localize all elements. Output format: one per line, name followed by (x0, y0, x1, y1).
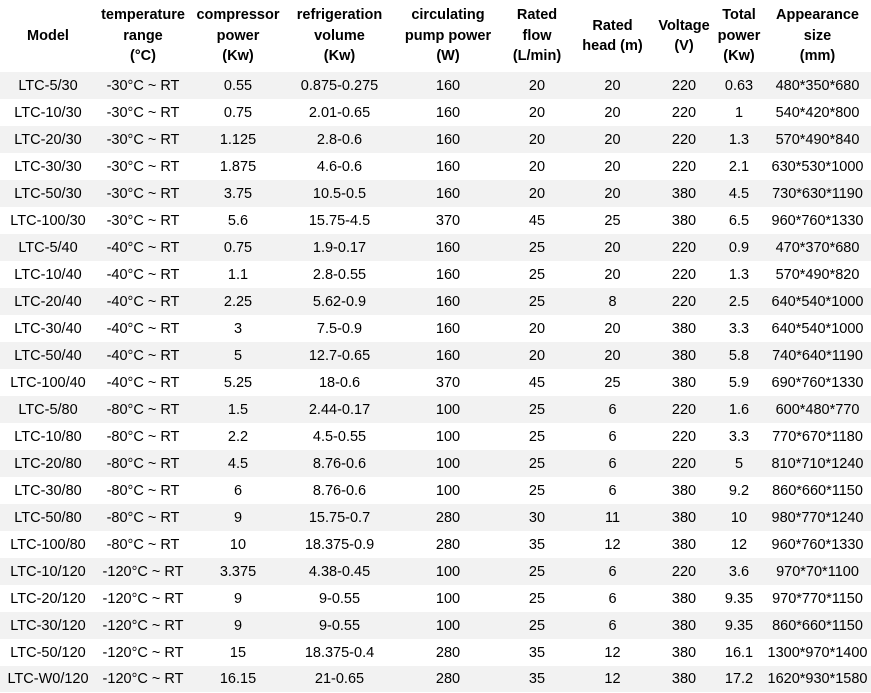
pump-power-cell: 160 (393, 153, 503, 180)
appearance-size-cell: 570*490*840 (764, 126, 871, 153)
appearance-size-cell: 730*630*1190 (764, 180, 871, 207)
appearance-size-cell: 1300*970*1400 (764, 639, 871, 666)
model-cell: LTC-30/80 (0, 477, 96, 504)
total-power-cell: 3.3 (714, 315, 764, 342)
temperature-range-cell: -80°C ~ RT (96, 423, 190, 450)
appearance-size-cell: 630*530*1000 (764, 153, 871, 180)
refrigeration-volume-cell: 8.76-0.6 (286, 477, 393, 504)
total-power-cell: 1.6 (714, 396, 764, 423)
temperature-range-cell: -80°C ~ RT (96, 504, 190, 531)
total-power-cell: 3.6 (714, 558, 764, 585)
refrigeration-volume-cell: 9-0.55 (286, 585, 393, 612)
total-power-cell: 9.35 (714, 585, 764, 612)
compressor-power-cell: 4.5 (190, 450, 286, 477)
pump-power-cell: 100 (393, 585, 503, 612)
table-row (0, 234, 871, 261)
temperature-range-cell: -120°C ~ RT (96, 558, 190, 585)
model-header (0, 0, 96, 72)
model-cell: LTC-5/80 (0, 396, 96, 423)
rated-flow-cell: 45 (503, 207, 571, 234)
compressor-power-cell: 0.55 (190, 72, 286, 99)
model-cell: LTC-50/30 (0, 180, 96, 207)
model-cell: LTC-10/120 (0, 558, 96, 585)
total-power-cell: 5 (714, 450, 764, 477)
rated-flow-cell: 25 (503, 558, 571, 585)
header-line: (W) (436, 48, 460, 65)
table-row (0, 342, 871, 369)
compressor-power-cell: 2.25 (190, 288, 286, 315)
appearance-size-cell: 690*760*1330 (764, 369, 871, 396)
refrigeration-volume-cell: 21-0.65 (286, 666, 393, 692)
header-line: head (m) (582, 38, 643, 54)
rated-flow-cell: 20 (503, 342, 571, 369)
header-line: power (216, 27, 260, 44)
appearance-size-cell: 480*350*680 (764, 72, 871, 99)
rated-flow-cell: 35 (503, 531, 571, 558)
rated-flow-cell: 25 (503, 288, 571, 315)
refrigeration-volume-cell: 12.7-0.65 (286, 342, 393, 369)
refrigeration-volume-cell: 18.375-0.9 (286, 531, 393, 558)
header-line: temperature (101, 7, 185, 24)
compressor-power-header (190, 0, 286, 72)
temperature-range-cell: -40°C ~ RT (96, 234, 190, 261)
pump-power-cell: 160 (393, 99, 503, 126)
model-cell: LTC-30/40 (0, 315, 96, 342)
refrigeration-volume-cell: 18.375-0.4 (286, 639, 393, 666)
refrigeration-volume-cell: 5.62-0.9 (286, 288, 393, 315)
rated-flow-cell: 25 (503, 477, 571, 504)
total-power-header (714, 0, 764, 72)
model-cell: LTC-50/40 (0, 342, 96, 369)
compressor-power-cell: 5 (190, 342, 286, 369)
table-row (0, 126, 871, 153)
header-line: Total (722, 7, 756, 24)
refrigeration-volume-cell: 2.8-0.6 (286, 126, 393, 153)
refrigeration-volume-header (286, 0, 393, 72)
model-cell: LTC-30/120 (0, 612, 96, 639)
refrigeration-volume-cell: 10.5-0.5 (286, 180, 393, 207)
header-line: Model (27, 27, 69, 44)
table-header (0, 0, 871, 72)
table-row (0, 207, 871, 234)
table-row (0, 315, 871, 342)
temperature-range-cell: -40°C ~ RT (96, 261, 190, 288)
table-row (0, 72, 871, 99)
pump-power-cell: 100 (393, 396, 503, 423)
rated-head-cell: 20 (571, 180, 654, 207)
header-line: pump power (404, 27, 492, 44)
compressor-power-cell: 10 (190, 531, 286, 558)
voltage-cell: 380 (654, 639, 714, 666)
temperature-range-cell: -30°C ~ RT (96, 99, 190, 126)
appearance-size-cell: 470*370*680 (764, 234, 871, 261)
rated-head-cell: 6 (571, 450, 654, 477)
pump-power-cell: 160 (393, 342, 503, 369)
rated-flow-cell: 25 (503, 450, 571, 477)
rated-head-cell: 12 (571, 666, 654, 692)
rated-head-cell: 12 (571, 531, 654, 558)
compressor-power-cell: 1.5 (190, 396, 286, 423)
temperature-range-cell: -40°C ~ RT (96, 342, 190, 369)
compressor-power-cell: 5.6 (190, 207, 286, 234)
appearance-size-cell: 640*540*1000 (764, 315, 871, 342)
voltage-cell: 220 (654, 126, 714, 153)
header-line: range (123, 27, 163, 44)
rated-head-cell: 6 (571, 612, 654, 639)
total-power-cell: 4.5 (714, 180, 764, 207)
pump-power-cell: 280 (393, 639, 503, 666)
refrigeration-volume-cell: 15.75-0.7 (286, 504, 393, 531)
appearance-size-cell: 770*670*1180 (764, 423, 871, 450)
total-power-cell: 0.63 (714, 72, 764, 99)
header-line: Rated (516, 7, 558, 24)
appearance-size-cell: 860*660*1150 (764, 477, 871, 504)
refrigeration-volume-cell: 18-0.6 (286, 369, 393, 396)
voltage-cell: 380 (654, 666, 714, 692)
table-row (0, 477, 871, 504)
pump-power-cell: 100 (393, 558, 503, 585)
table-row (0, 153, 871, 180)
temperature-range-cell: -80°C ~ RT (96, 450, 190, 477)
rated-flow-cell: 25 (503, 261, 571, 288)
compressor-power-cell: 9 (190, 585, 286, 612)
temperature-range-header (96, 0, 190, 72)
voltage-cell: 220 (654, 288, 714, 315)
pump-power-cell: 160 (393, 261, 503, 288)
voltage-cell: 380 (654, 612, 714, 639)
rated-head-cell: 20 (571, 234, 654, 261)
table-row (0, 396, 871, 423)
voltage-header (654, 0, 714, 72)
voltage-cell: 220 (654, 99, 714, 126)
voltage-cell: 380 (654, 369, 714, 396)
table-row (0, 180, 871, 207)
model-cell: LTC-20/80 (0, 450, 96, 477)
rated-flow-cell: 20 (503, 180, 571, 207)
pump-power-cell: 160 (393, 315, 503, 342)
table-row (0, 504, 871, 531)
temperature-range-cell: -80°C ~ RT (96, 396, 190, 423)
header-line: power (717, 27, 761, 44)
pump-power-cell: 100 (393, 477, 503, 504)
model-cell: LTC-W0/120 (0, 666, 96, 692)
appearance-size-cell: 970*770*1150 (764, 585, 871, 612)
total-power-cell: 6.5 (714, 207, 764, 234)
total-power-cell: 0.9 (714, 234, 764, 261)
compressor-power-cell: 3 (190, 315, 286, 342)
pump-power-cell: 160 (393, 234, 503, 261)
appearance-size-cell: 1620*930*1580 (764, 666, 871, 692)
compressor-power-cell: 2.2 (190, 423, 286, 450)
rated-flow-cell: 25 (503, 423, 571, 450)
compressor-power-cell: 0.75 (190, 234, 286, 261)
voltage-cell: 380 (654, 207, 714, 234)
rated-head-cell: 20 (571, 99, 654, 126)
rated-flow-cell: 20 (503, 315, 571, 342)
rated-flow-cell: 20 (503, 153, 571, 180)
total-power-cell: 2.1 (714, 153, 764, 180)
temperature-range-cell: -80°C ~ RT (96, 477, 190, 504)
table-row (0, 558, 871, 585)
header-line: (Kw) (222, 48, 254, 65)
rated-head-cell: 8 (571, 288, 654, 315)
refrigeration-volume-cell: 7.5-0.9 (286, 315, 393, 342)
table-row (0, 423, 871, 450)
appearance-size-cell: 980*770*1240 (764, 504, 871, 531)
voltage-cell: 220 (654, 72, 714, 99)
rated-head-cell: 20 (571, 153, 654, 180)
total-power-cell: 2.5 (714, 288, 764, 315)
pump-power-cell: 100 (393, 612, 503, 639)
header-line: flow (522, 27, 552, 44)
rated-head-cell: 6 (571, 477, 654, 504)
temperature-range-cell: -120°C ~ RT (96, 585, 190, 612)
voltage-cell: 380 (654, 531, 714, 558)
header-line: Appearance size (775, 7, 859, 44)
pump-power-cell: 160 (393, 72, 503, 99)
temperature-range-cell: -30°C ~ RT (96, 153, 190, 180)
table-body (0, 72, 871, 692)
rated-head-cell: 6 (571, 558, 654, 585)
refrigeration-volume-cell: 2.44-0.17 (286, 396, 393, 423)
rated-head-cell: 25 (571, 207, 654, 234)
rated-flow-cell: 35 (503, 666, 571, 692)
rated-head-cell: 20 (571, 342, 654, 369)
rated-head-cell: 11 (571, 504, 654, 531)
temperature-range-cell: -30°C ~ RT (96, 180, 190, 207)
compressor-power-cell: 0.75 (190, 99, 286, 126)
refrigeration-volume-cell: 4.38-0.45 (286, 558, 393, 585)
refrigeration-volume-cell: 2.01-0.65 (286, 99, 393, 126)
rated-flow-cell: 45 (503, 369, 571, 396)
rated-flow-cell: 25 (503, 585, 571, 612)
rated-head-cell: 25 (571, 369, 654, 396)
total-power-cell: 1.3 (714, 126, 764, 153)
pump-power-cell: 280 (393, 666, 503, 692)
total-power-cell: 12 (714, 531, 764, 558)
voltage-cell: 380 (654, 585, 714, 612)
temperature-range-cell: -80°C ~ RT (96, 531, 190, 558)
compressor-power-cell: 3.375 (190, 558, 286, 585)
appearance-size-cell: 960*760*1330 (764, 207, 871, 234)
voltage-cell: 220 (654, 261, 714, 288)
voltage-cell: 220 (654, 558, 714, 585)
appearance-size-cell: 600*480*770 (764, 396, 871, 423)
table-row (0, 261, 871, 288)
model-cell: LTC-10/40 (0, 261, 96, 288)
appearance-size-cell: 810*710*1240 (764, 450, 871, 477)
total-power-cell: 5.8 (714, 342, 764, 369)
header-line: Voltage (658, 17, 710, 34)
compressor-power-cell: 15 (190, 639, 286, 666)
pump-power-cell: 370 (393, 207, 503, 234)
rated-flow-cell: 20 (503, 99, 571, 126)
rated-flow-cell: 25 (503, 396, 571, 423)
temperature-range-cell: -40°C ~ RT (96, 288, 190, 315)
refrigeration-volume-cell: 2.8-0.55 (286, 261, 393, 288)
table-row (0, 288, 871, 315)
voltage-cell: 220 (654, 153, 714, 180)
total-power-cell: 10 (714, 504, 764, 531)
model-cell: LTC-10/30 (0, 99, 96, 126)
refrigeration-volume-cell: 8.76-0.6 (286, 450, 393, 477)
temperature-range-cell: -120°C ~ RT (96, 666, 190, 692)
pump-power-cell: 370 (393, 369, 503, 396)
compressor-power-cell: 1.1 (190, 261, 286, 288)
total-power-cell: 1.3 (714, 261, 764, 288)
rated-flow-cell: 35 (503, 639, 571, 666)
temperature-range-cell: -30°C ~ RT (96, 72, 190, 99)
header-line: circulating (411, 7, 485, 24)
rated-flow-cell: 25 (503, 612, 571, 639)
table-row (0, 612, 871, 639)
header-line: (mm) (799, 48, 836, 65)
model-cell: LTC-100/30 (0, 207, 96, 234)
appearance-size-cell: 640*540*1000 (764, 288, 871, 315)
rated-head-header (571, 0, 654, 72)
rated-head-cell: 6 (571, 396, 654, 423)
model-cell: LTC-100/40 (0, 369, 96, 396)
header-line: (Kw) (723, 48, 755, 65)
rated-flow-cell: 20 (503, 72, 571, 99)
compressor-power-cell: 6 (190, 477, 286, 504)
compressor-power-cell: 1.875 (190, 153, 286, 180)
table-row (0, 450, 871, 477)
refrigeration-volume-cell: 15.75-4.5 (286, 207, 393, 234)
voltage-cell: 380 (654, 342, 714, 369)
refrigeration-volume-cell: 9-0.55 (286, 612, 393, 639)
pump-power-cell: 160 (393, 288, 503, 315)
pump-power-cell: 160 (393, 126, 503, 153)
compressor-power-cell: 3.75 (190, 180, 286, 207)
header-line: Rated (592, 17, 633, 34)
refrigeration-volume-cell: 0.875-0.275 (286, 72, 393, 99)
voltage-cell: 380 (654, 504, 714, 531)
rated-head-cell: 20 (571, 315, 654, 342)
pump-power-cell: 280 (393, 531, 503, 558)
pump-power-cell: 100 (393, 423, 503, 450)
total-power-cell: 1 (714, 99, 764, 126)
rated-flow-cell: 20 (503, 126, 571, 153)
compressor-power-cell: 9 (190, 504, 286, 531)
rated-flow-cell: 30 (503, 504, 571, 531)
total-power-cell: 9.35 (714, 612, 764, 639)
temperature-range-cell: -30°C ~ RT (96, 207, 190, 234)
header-line: (°C) (130, 48, 156, 65)
voltage-cell: 220 (654, 450, 714, 477)
appearance-size-cell: 960*760*1330 (764, 531, 871, 558)
table-row (0, 531, 871, 558)
temperature-range-cell: -120°C ~ RT (96, 639, 190, 666)
rated-flow-header (503, 0, 571, 72)
table-row (0, 369, 871, 396)
voltage-cell: 380 (654, 180, 714, 207)
appearance-size-header (764, 0, 871, 72)
voltage-cell: 380 (654, 315, 714, 342)
rated-head-cell: 12 (571, 639, 654, 666)
model-cell: LTC-10/80 (0, 423, 96, 450)
model-cell: LTC-20/120 (0, 585, 96, 612)
appearance-size-cell: 540*420*800 (764, 99, 871, 126)
model-cell: LTC-50/120 (0, 639, 96, 666)
rated-flow-cell: 25 (503, 234, 571, 261)
compressor-power-cell: 16.15 (190, 666, 286, 692)
header-line: (V) (674, 38, 694, 54)
pump-power-cell: 280 (393, 504, 503, 531)
voltage-cell: 380 (654, 477, 714, 504)
compressor-power-cell: 5.25 (190, 369, 286, 396)
pump-power-cell: 160 (393, 180, 503, 207)
header-row (0, 0, 871, 72)
rated-head-cell: 20 (571, 126, 654, 153)
header-line: (Kw) (323, 48, 356, 65)
pump-power-cell: 100 (393, 450, 503, 477)
voltage-cell: 220 (654, 234, 714, 261)
model-cell: LTC-5/40 (0, 234, 96, 261)
model-cell: LTC-20/40 (0, 288, 96, 315)
model-cell: LTC-50/80 (0, 504, 96, 531)
temperature-range-cell: -30°C ~ RT (96, 126, 190, 153)
temperature-range-cell: -40°C ~ RT (96, 369, 190, 396)
refrigeration-volume-cell: 4.6-0.6 (286, 153, 393, 180)
total-power-cell: 9.2 (714, 477, 764, 504)
pump-power-header (393, 0, 503, 72)
appearance-size-cell: 740*640*1190 (764, 342, 871, 369)
table-row (0, 666, 871, 692)
total-power-cell: 3.3 (714, 423, 764, 450)
appearance-size-cell: 860*660*1150 (764, 612, 871, 639)
model-cell: LTC-5/30 (0, 72, 96, 99)
compressor-power-cell: 1.125 (190, 126, 286, 153)
voltage-cell: 220 (654, 423, 714, 450)
table-row (0, 99, 871, 126)
refrigeration-volume-cell: 1.9-0.17 (286, 234, 393, 261)
model-cell: LTC-100/80 (0, 531, 96, 558)
rated-head-cell: 20 (571, 72, 654, 99)
header-line: refrigeration (296, 7, 383, 24)
rated-head-cell: 20 (571, 261, 654, 288)
model-cell: LTC-30/30 (0, 153, 96, 180)
header-line: compressor (196, 7, 280, 24)
total-power-cell: 16.1 (714, 639, 764, 666)
appearance-size-cell: 970*70*1100 (764, 558, 871, 585)
table-row (0, 639, 871, 666)
header-line: volume (314, 27, 365, 44)
total-power-cell: 17.2 (714, 666, 764, 692)
refrigeration-volume-cell: 4.5-0.55 (286, 423, 393, 450)
table-row (0, 585, 871, 612)
compressor-power-cell: 9 (190, 612, 286, 639)
temperature-range-cell: -120°C ~ RT (96, 612, 190, 639)
rated-head-cell: 6 (571, 423, 654, 450)
appearance-size-cell: 570*490*820 (764, 261, 871, 288)
rated-head-cell: 6 (571, 585, 654, 612)
total-power-cell: 5.9 (714, 369, 764, 396)
header-line: (L/min) (512, 48, 562, 65)
temperature-range-cell: -40°C ~ RT (96, 315, 190, 342)
model-cell: LTC-20/30 (0, 126, 96, 153)
voltage-cell: 220 (654, 396, 714, 423)
